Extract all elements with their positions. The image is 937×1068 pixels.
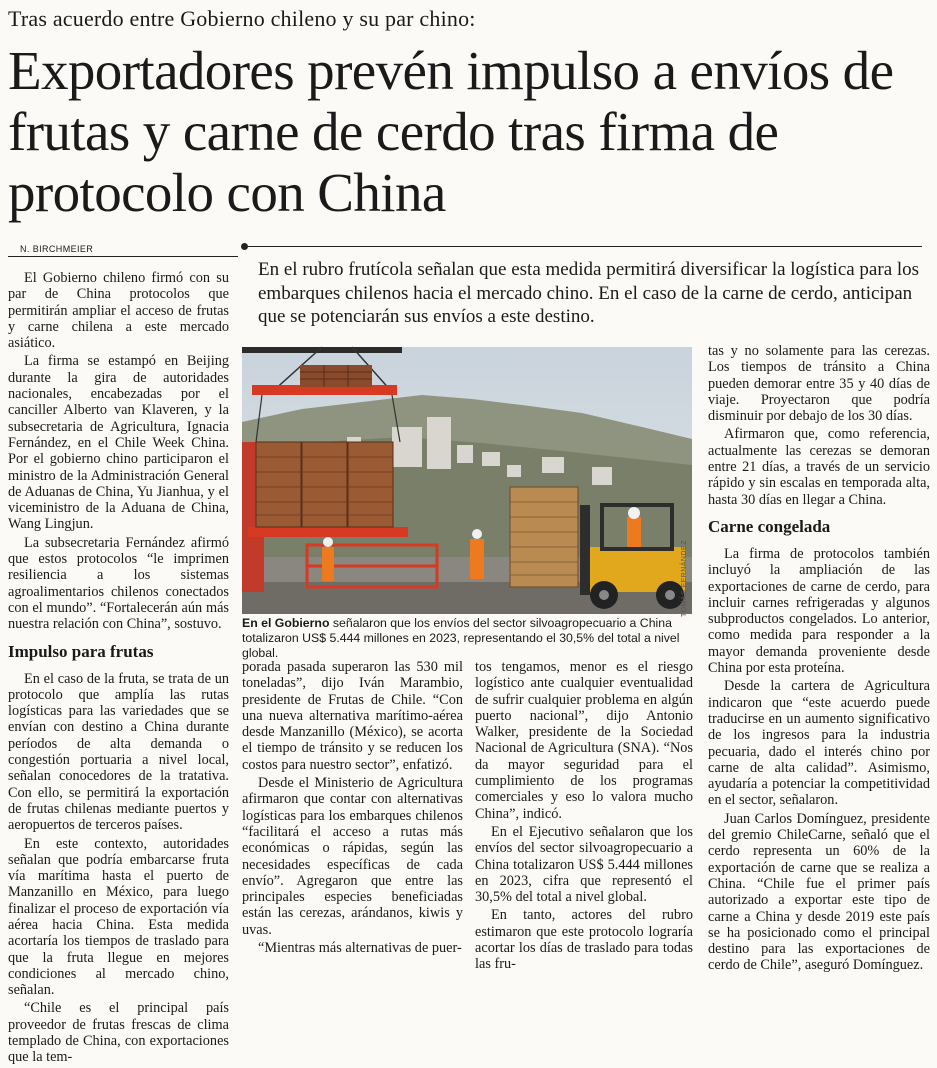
paragraph: En este contexto, autoridades señalan que podría embarcarse fruta vía marítima hasta el puerto de Manzanillo en México, para luego finalizar el proceso de exportación vía aérea hacia China. Esta medida acortaría los tiempos de traslado para que la fruta llegue en mejores condiciones al mercado chino, señalan. (8, 835, 229, 999)
paragraph: La subsecretaria Fernández afirmó que estos protocolos “le imprimen resiliencia a los sistemas agroalimentarios chilenos conectados con el mundo”. “Fortalecerán aún más nuestra relación con China”, sostuvo. (8, 534, 229, 633)
column-2 (242, 659, 463, 958)
caption-text: señalaron que los envíos del sector silvoagropecuario a China totalizaron US$ 5.444 millones en 2023, representando el 30,5% del total a nivel global. (242, 616, 680, 660)
subheading-carne: Carne congelada (708, 516, 831, 536)
paragraph: Desde la cartera de Agricultura indicaron que “este acuerdo puede traducirse en un aumento significativo de los ingresos para la industria pecuaria, dado el interés chino por carne de alta calidad”. Asimismo, ayudaría a potenciar la competitividad en el sector, señalaron. (708, 678, 930, 809)
paragraph: La firma se estampó en Beijing durante la gira de autoridades nacionales, encabezadas por el canciller Alberto van Klaveren, y la subsecretaria de Agricultura, Ignacia Fernández, en el Chile Week China. Por el gobierno chino participaron el ministro de la Administración General de Aduanas de China, Yu Jianhua, y el viceministro de la Aduana de China, Wang Lingjun. (8, 353, 229, 533)
paragraph: tos tengamos, menor es el riesgo logístico ante cualquier eventualidad de sufrir cualquier problema en algún puerto nacional”, dijo Antonio Walker, presidente de la Sociedad Nacional de Agricultura (SNA). “Nos da mayor seguridad para el cumplimiento de los programas comerciales y eso lo valora mucho China”, indicó. (475, 659, 693, 822)
lead-rule (248, 246, 922, 247)
lead-bullet (241, 243, 248, 250)
paragraph: La firma de protocolos también incluyó la ampliación de las exportaciones de carne de cerdo, para incluir carnes refrigeradas y algunos subproductos congelados. Lo anterior, como medida para responder a la mayor demanda proveniente desde China por esta proteína. (708, 545, 930, 677)
paragraph: En el Ejecutivo señalaron que los envíos del sector silvoagropecuario a China totalizaron US$ 5.444 millones en 2023, cifra que representó el 30,5% del total a nivel global. (475, 823, 693, 906)
paragraph: En el caso de la fruta, se trata de un protocolo que amplía las rutas logísticas para las variedades que se envían con destino a China durante períodos de alta demanda o congestión portuaria a nivel local, señalan conocedores de la tratativa. Con ello, se permitirá la exportación de frutas chilenas mediante puertos y aeropuertos de terceros países. (8, 670, 229, 834)
byline: N. BIRCHMEIER (20, 244, 94, 254)
photo-port-forklift (242, 347, 692, 614)
subheading-frutas: Impulso para frutas (8, 641, 154, 661)
paragraph: Desde el Ministerio de Agricultura afirmaron que contar con alternativas logísticas para los embarques chilenos “facilitará el acceso a rutas más económicas o rápidas, según las necesidades específicas de cada envío”. Agregaron que entre las principales especies beneficiadas están las cerezas, arándanos, kiwis y uvas. (242, 775, 463, 938)
paragraph: “Chile es el principal país proveedor de frutas frescas de clima templado de China, con exportaciones que la tem- (8, 1000, 229, 1066)
column-4 (708, 343, 930, 976)
caption-lead: En el Gobierno (242, 616, 330, 630)
paragraph: Juan Carlos Domínguez, presidente del gremio ChileCarne, señaló que el cerdo representa un 60% de la exportación de carne que se realiza a China. “Chile fue el primer país autorizado a exportar este tipo de carne a China y desde 2019 este país se ha posicionado como el principal destino para las exportaciones de cerdo de Chile”, aseguró Domínguez. (708, 810, 930, 974)
paragraph: “Mientras más alternativas de puer- (258, 940, 462, 957)
photo-credit: TOMÁS FERNÁNDEZ (681, 540, 688, 617)
paragraph: Afirmaron que, como referencia, actualmente las cerezas se demoran entre 21 días, a través de un servicio rápido y sin escalas en temporada alta, hasta 30 días en llegar a China. (708, 426, 930, 508)
paragraph: tas y no solamente para las cerezas. Los tiempos de tránsito a China pueden demorar entre 35 y 40 días de viaje. Proyectaron que podría disminuir por debajo de los 30 días. (708, 343, 930, 425)
byline-rule (8, 256, 238, 257)
photo-illustration (242, 347, 692, 614)
photo-caption (242, 616, 692, 661)
paragraph: En tanto, actores del rubro estimaron que este protocolo lograría acortar los días de traslado para todas las fru- (475, 907, 693, 973)
column-3 (475, 659, 693, 975)
lead-paragraph: En el rubro frutícola señalan que esta medida permitirá diversificar la logística para los embarques chilenos hacia el mercado chino. En el caso de la carne de cerdo, anticipan que se potenciarán sus envíos a este destino. (258, 259, 920, 327)
paragraph: porada pasada superaron las 530 mil toneladas”, dijo Iván Marambio, presidente de Frutas de Chile. “Con una nueva alternativa marítimo-aérea desde Manzanillo (México), se acorta el tiempo de tránsito y se reducen los costos para nuestro sector”, enfatizó. (242, 659, 463, 773)
paragraph: El Gobierno chileno firmó con su par de China protocolos que permitirán ampliar el acceso de frutas y carne chilena a este mercado asiático. (8, 270, 229, 352)
column-1 (8, 270, 229, 1068)
headline: Exportadores prevén impulso a envíos de frutas y carne de cerdo tras firma de protocolo con China (8, 40, 894, 223)
kicker: Tras acuerdo entre Gobierno chileno y su par chino: (8, 6, 476, 31)
